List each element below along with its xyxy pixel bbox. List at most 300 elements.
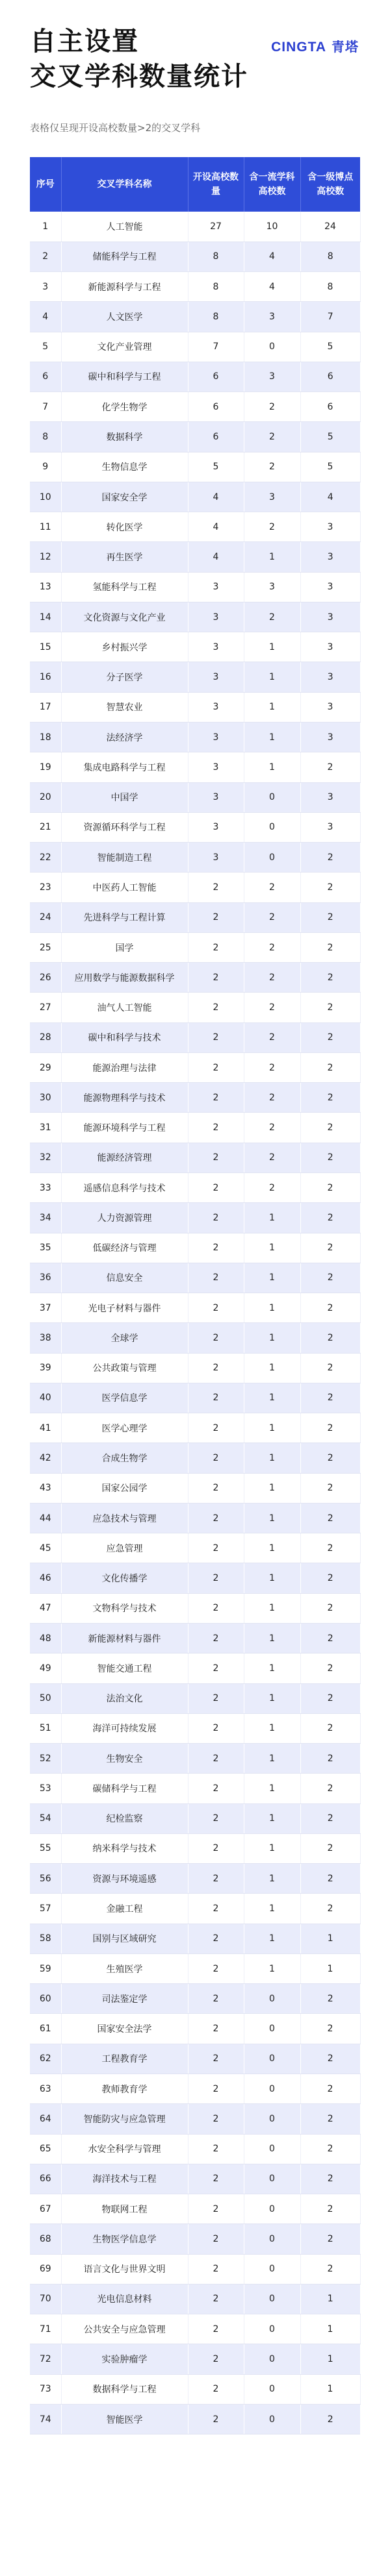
cell-index: 21 bbox=[30, 812, 61, 842]
cell-index: 68 bbox=[30, 2224, 61, 2254]
cell-school-count: 2 bbox=[188, 1953, 244, 1983]
cell-subject-name: 先进科学与工程计算 bbox=[61, 902, 188, 932]
cell-phd-count: 3 bbox=[300, 602, 360, 632]
cell-subject-name: 能源经济管理 bbox=[61, 1143, 188, 1172]
table-row bbox=[30, 602, 360, 632]
cell-subject-name: 教师教育学 bbox=[61, 2074, 188, 2103]
cell-subject-name: 生殖医学 bbox=[61, 1953, 188, 1983]
cell-index: 65 bbox=[30, 2134, 61, 2164]
table-row bbox=[30, 993, 360, 1022]
cell-index: 11 bbox=[30, 512, 61, 542]
table-row bbox=[30, 1233, 360, 1263]
cell-index: 17 bbox=[30, 692, 61, 722]
cell-first-class-count: 0 bbox=[244, 2344, 300, 2374]
cell-phd-count: 2 bbox=[300, 1083, 360, 1113]
cell-phd-count: 2 bbox=[300, 1623, 360, 1653]
table-row bbox=[30, 2044, 360, 2074]
cell-first-class-count: 2 bbox=[244, 873, 300, 902]
table-row bbox=[30, 2134, 360, 2164]
cell-subject-name: 水安全科学与管理 bbox=[61, 2134, 188, 2164]
cell-first-class-count: 1 bbox=[244, 1864, 300, 1894]
cell-first-class-count: 0 bbox=[244, 2194, 300, 2224]
cell-school-count: 3 bbox=[188, 662, 244, 692]
cell-subject-name: 国家公园学 bbox=[61, 1473, 188, 1503]
cell-subject-name: 化学生物学 bbox=[61, 392, 188, 422]
table-row bbox=[30, 1894, 360, 1924]
cell-subject-name: 碳中和科学与工程 bbox=[61, 362, 188, 391]
table-row bbox=[30, 1984, 360, 2014]
table-row bbox=[30, 332, 360, 362]
cell-index: 41 bbox=[30, 1413, 61, 1443]
cell-subject-name: 物联网工程 bbox=[61, 2194, 188, 2224]
cell-index: 28 bbox=[30, 1022, 61, 1052]
table-row bbox=[30, 1774, 360, 1803]
cell-index: 18 bbox=[30, 723, 61, 752]
cell-phd-count: 2 bbox=[300, 1533, 360, 1563]
cell-subject-name: 公共安全与应急管理 bbox=[61, 2314, 188, 2344]
cell-first-class-count: 2 bbox=[244, 1173, 300, 1203]
cell-phd-count: 24 bbox=[300, 212, 360, 242]
cell-phd-count: 8 bbox=[300, 242, 360, 271]
cell-phd-count: 2 bbox=[300, 1864, 360, 1894]
cell-first-class-count: 1 bbox=[244, 662, 300, 692]
cell-phd-count: 2 bbox=[300, 2164, 360, 2194]
cell-index: 73 bbox=[30, 2374, 61, 2404]
cell-index: 37 bbox=[30, 1293, 61, 1323]
cell-school-count: 2 bbox=[188, 1623, 244, 1653]
table-row bbox=[30, 782, 360, 812]
cell-subject-name: 国家安全法学 bbox=[61, 2014, 188, 2044]
cell-phd-count: 2 bbox=[300, 1894, 360, 1924]
cell-phd-count: 2 bbox=[300, 1744, 360, 1774]
table-row bbox=[30, 212, 360, 242]
cell-index: 8 bbox=[30, 422, 61, 452]
cell-phd-count: 2 bbox=[300, 2134, 360, 2164]
header-phd-count: 含一级博点高校数 bbox=[307, 172, 354, 197]
cell-index: 1 bbox=[30, 212, 61, 242]
cell-school-count: 2 bbox=[188, 1533, 244, 1563]
cell-index: 3 bbox=[30, 272, 61, 302]
cell-subject-name: 智能制造工程 bbox=[61, 843, 188, 873]
cell-first-class-count: 0 bbox=[244, 2374, 300, 2404]
cell-index: 49 bbox=[30, 1653, 61, 1683]
table-body bbox=[30, 212, 360, 2434]
cell-subject-name: 医学心理学 bbox=[61, 1413, 188, 1443]
cell-index: 66 bbox=[30, 2164, 61, 2194]
cell-school-count: 2 bbox=[188, 1894, 244, 1924]
cell-subject-name: 医学信息学 bbox=[61, 1383, 188, 1413]
cell-index: 10 bbox=[30, 482, 61, 512]
cell-school-count: 2 bbox=[188, 2194, 244, 2224]
cell-subject-name: 中医药人工智能 bbox=[61, 873, 188, 902]
cell-first-class-count: 4 bbox=[244, 242, 300, 271]
cell-phd-count: 2 bbox=[300, 2194, 360, 2224]
cell-index: 46 bbox=[30, 1563, 61, 1593]
cell-first-class-count: 1 bbox=[244, 1774, 300, 1803]
cell-index: 34 bbox=[30, 1203, 61, 1233]
cell-school-count: 2 bbox=[188, 2224, 244, 2254]
cell-school-count: 2 bbox=[188, 932, 244, 962]
cell-subject-name: 碳储科学与工程 bbox=[61, 1774, 188, 1803]
cell-school-count: 3 bbox=[188, 723, 244, 752]
cell-index: 51 bbox=[30, 1713, 61, 1743]
cell-index: 63 bbox=[30, 2074, 61, 2103]
cell-school-count: 2 bbox=[188, 1113, 244, 1143]
table-row bbox=[30, 2164, 360, 2194]
cell-phd-count: 1 bbox=[300, 2314, 360, 2344]
cell-first-class-count: 0 bbox=[244, 843, 300, 873]
cell-index: 54 bbox=[30, 1803, 61, 1833]
cell-phd-count: 2 bbox=[300, 1143, 360, 1172]
cell-index: 43 bbox=[30, 1473, 61, 1503]
table-row bbox=[30, 1083, 360, 1113]
table-row bbox=[30, 2284, 360, 2314]
table-row bbox=[30, 272, 360, 302]
header-school-count: 开设高校数量 bbox=[188, 157, 244, 212]
brand-name-cn: 青塔 bbox=[332, 39, 359, 55]
cell-index: 52 bbox=[30, 1744, 61, 1774]
cell-subject-name: 能源治理与法律 bbox=[61, 1052, 188, 1082]
cell-phd-count: 2 bbox=[300, 1323, 360, 1353]
cell-index: 9 bbox=[30, 452, 61, 482]
cell-phd-count: 3 bbox=[300, 692, 360, 722]
cell-school-count: 2 bbox=[188, 1473, 244, 1503]
table-row bbox=[30, 572, 360, 602]
cell-school-count: 2 bbox=[188, 2254, 244, 2284]
cell-school-count: 2 bbox=[188, 2284, 244, 2314]
table-row bbox=[30, 1443, 360, 1473]
cell-subject-name: 碳中和科学与技术 bbox=[61, 1022, 188, 1052]
cell-subject-name: 文化资源与文化产业 bbox=[61, 602, 188, 632]
cell-phd-count: 2 bbox=[300, 1803, 360, 1833]
cell-school-count: 2 bbox=[188, 1653, 244, 1683]
cell-first-class-count: 0 bbox=[244, 2284, 300, 2314]
cell-first-class-count: 0 bbox=[244, 2104, 300, 2134]
cell-first-class-count: 2 bbox=[244, 422, 300, 452]
cell-school-count: 2 bbox=[188, 1803, 244, 1833]
cell-phd-count: 1 bbox=[300, 1924, 360, 1953]
cell-school-count: 3 bbox=[188, 632, 244, 662]
cell-first-class-count: 1 bbox=[244, 1503, 300, 1533]
cell-phd-count: 1 bbox=[300, 1953, 360, 1983]
cell-first-class-count: 10 bbox=[244, 212, 300, 242]
cell-phd-count: 2 bbox=[300, 1353, 360, 1383]
cell-school-count: 3 bbox=[188, 572, 244, 602]
cell-phd-count: 2 bbox=[300, 873, 360, 902]
cell-first-class-count: 0 bbox=[244, 2314, 300, 2344]
cell-subject-name: 能源物理科学与技术 bbox=[61, 1083, 188, 1113]
cell-phd-count: 1 bbox=[300, 2284, 360, 2314]
cell-phd-count: 2 bbox=[300, 963, 360, 993]
cell-school-count: 6 bbox=[188, 392, 244, 422]
cell-subject-name: 油气人工智能 bbox=[61, 993, 188, 1022]
cell-first-class-count: 1 bbox=[244, 1533, 300, 1563]
cell-first-class-count: 2 bbox=[244, 1083, 300, 1113]
cell-first-class-count: 0 bbox=[244, 2074, 300, 2103]
cell-phd-count: 2 bbox=[300, 1653, 360, 1683]
table-row bbox=[30, 1864, 360, 1894]
table-row bbox=[30, 963, 360, 993]
cell-index: 60 bbox=[30, 1984, 61, 2014]
cell-phd-count: 8 bbox=[300, 272, 360, 302]
cell-index: 45 bbox=[30, 1533, 61, 1563]
cell-index: 48 bbox=[30, 1623, 61, 1653]
cell-first-class-count: 0 bbox=[244, 2014, 300, 2044]
cell-phd-count: 2 bbox=[300, 993, 360, 1022]
table-note: 表格仅呈现开设高校数量>2的交叉学科 bbox=[30, 122, 201, 134]
cell-index: 25 bbox=[30, 932, 61, 962]
table-row bbox=[30, 422, 360, 452]
cell-first-class-count: 1 bbox=[244, 1713, 300, 1743]
cell-first-class-count: 3 bbox=[244, 482, 300, 512]
table-row bbox=[30, 873, 360, 902]
cell-subject-name: 低碳经济与管理 bbox=[61, 1233, 188, 1263]
cell-subject-name: 生物信息学 bbox=[61, 452, 188, 482]
cell-first-class-count: 1 bbox=[244, 1563, 300, 1593]
cell-index: 7 bbox=[30, 392, 61, 422]
cell-subject-name: 海洋可持续发展 bbox=[61, 1713, 188, 1743]
cell-subject-name: 合成生物学 bbox=[61, 1443, 188, 1473]
cell-index: 20 bbox=[30, 782, 61, 812]
cell-phd-count: 3 bbox=[300, 723, 360, 752]
cell-first-class-count: 1 bbox=[244, 1383, 300, 1413]
cell-first-class-count: 0 bbox=[244, 332, 300, 362]
table-row bbox=[30, 1953, 360, 1983]
cell-first-class-count: 2 bbox=[244, 1052, 300, 1082]
cell-school-count: 2 bbox=[188, 963, 244, 993]
table-row bbox=[30, 2014, 360, 2044]
cell-subject-name: 应用数学与能源数据科学 bbox=[61, 963, 188, 993]
cell-phd-count: 2 bbox=[300, 932, 360, 962]
cell-subject-name: 文化传播学 bbox=[61, 1563, 188, 1593]
cell-first-class-count: 1 bbox=[244, 1263, 300, 1293]
cell-index: 14 bbox=[30, 602, 61, 632]
cell-school-count: 2 bbox=[188, 1143, 244, 1172]
table-row bbox=[30, 2314, 360, 2344]
cell-subject-name: 应急管理 bbox=[61, 1533, 188, 1563]
cell-first-class-count: 1 bbox=[244, 1803, 300, 1833]
table-row bbox=[30, 482, 360, 512]
table-row bbox=[30, 2074, 360, 2103]
cell-index: 5 bbox=[30, 332, 61, 362]
cell-first-class-count: 2 bbox=[244, 993, 300, 1022]
cell-school-count: 8 bbox=[188, 302, 244, 332]
page-title-line1: 自主设置 bbox=[30, 27, 139, 56]
brand-name-en: CINGTA bbox=[271, 40, 326, 55]
cell-first-class-count: 1 bbox=[244, 1473, 300, 1503]
table-row bbox=[30, 1503, 360, 1533]
cell-phd-count: 2 bbox=[300, 1593, 360, 1623]
cell-index: 42 bbox=[30, 1443, 61, 1473]
cell-subject-name: 实验肿瘤学 bbox=[61, 2344, 188, 2374]
cell-first-class-count: 0 bbox=[244, 2044, 300, 2074]
cell-index: 6 bbox=[30, 362, 61, 391]
cell-phd-count: 2 bbox=[300, 1683, 360, 1713]
cell-index: 69 bbox=[30, 2254, 61, 2284]
cell-index: 38 bbox=[30, 1323, 61, 1353]
cell-first-class-count: 1 bbox=[244, 1443, 300, 1473]
table-row bbox=[30, 843, 360, 873]
cell-subject-name: 光电子材料与器件 bbox=[61, 1293, 188, 1323]
header-first-class-count: 含一流学科高校数 bbox=[244, 157, 300, 212]
cell-first-class-count: 1 bbox=[244, 1233, 300, 1263]
table-row bbox=[30, 1563, 360, 1593]
cell-phd-count: 1 bbox=[300, 2344, 360, 2374]
cell-school-count: 3 bbox=[188, 843, 244, 873]
cell-school-count: 2 bbox=[188, 1833, 244, 1863]
cell-phd-count: 6 bbox=[300, 362, 360, 391]
cell-subject-name: 文化产业管理 bbox=[61, 332, 188, 362]
cell-subject-name: 法经济学 bbox=[61, 723, 188, 752]
cell-school-count: 3 bbox=[188, 782, 244, 812]
cell-school-count: 2 bbox=[188, 1173, 244, 1203]
cell-index: 15 bbox=[30, 632, 61, 662]
cell-first-class-count: 1 bbox=[244, 1953, 300, 1983]
cell-index: 4 bbox=[30, 302, 61, 332]
cell-school-count: 2 bbox=[188, 873, 244, 902]
cell-first-class-count: 1 bbox=[244, 692, 300, 722]
table-row bbox=[30, 692, 360, 722]
cell-subject-name: 语言文化与世界文明 bbox=[61, 2254, 188, 2284]
cell-index: 56 bbox=[30, 1864, 61, 1894]
cell-school-count: 2 bbox=[188, 1022, 244, 1052]
cell-first-class-count: 1 bbox=[244, 632, 300, 662]
cell-first-class-count: 2 bbox=[244, 902, 300, 932]
cell-school-count: 2 bbox=[188, 1353, 244, 1383]
cell-index: 13 bbox=[30, 572, 61, 602]
cell-phd-count: 2 bbox=[300, 752, 360, 782]
table-row bbox=[30, 1383, 360, 1413]
table-row bbox=[30, 1143, 360, 1172]
table-row bbox=[30, 632, 360, 662]
cell-school-count: 2 bbox=[188, 2014, 244, 2044]
cell-first-class-count: 2 bbox=[244, 963, 300, 993]
table-row bbox=[30, 1744, 360, 1774]
table-row bbox=[30, 512, 360, 542]
cell-school-count: 2 bbox=[188, 1263, 244, 1293]
cell-school-count: 3 bbox=[188, 602, 244, 632]
cell-phd-count: 2 bbox=[300, 843, 360, 873]
cell-first-class-count: 0 bbox=[244, 2134, 300, 2164]
cell-index: 31 bbox=[30, 1113, 61, 1143]
cell-index: 22 bbox=[30, 843, 61, 873]
cell-index: 70 bbox=[30, 2284, 61, 2314]
cell-index: 30 bbox=[30, 1083, 61, 1113]
cell-phd-count: 1 bbox=[300, 2374, 360, 2404]
stats-table bbox=[30, 157, 361, 2434]
cell-first-class-count: 1 bbox=[244, 1353, 300, 1383]
cell-index: 71 bbox=[30, 2314, 61, 2344]
cell-school-count: 2 bbox=[188, 2134, 244, 2164]
cell-phd-count: 5 bbox=[300, 422, 360, 452]
cell-subject-name: 智慧农业 bbox=[61, 692, 188, 722]
cell-index: 32 bbox=[30, 1143, 61, 1172]
cell-subject-name: 海洋技术与工程 bbox=[61, 2164, 188, 2194]
cell-subject-name: 集成电路科学与工程 bbox=[61, 752, 188, 782]
cell-school-count: 2 bbox=[188, 1593, 244, 1623]
cell-subject-name: 人文医学 bbox=[61, 302, 188, 332]
cell-index: 64 bbox=[30, 2104, 61, 2134]
cell-phd-count: 3 bbox=[300, 632, 360, 662]
cell-phd-count: 3 bbox=[300, 542, 360, 572]
header bbox=[0, 0, 390, 118]
cell-first-class-count: 1 bbox=[244, 1833, 300, 1863]
table-row bbox=[30, 2194, 360, 2224]
table-row bbox=[30, 1203, 360, 1233]
cell-subject-name: 新能源材料与器件 bbox=[61, 1623, 188, 1653]
cell-phd-count: 6 bbox=[300, 392, 360, 422]
table-row bbox=[30, 1533, 360, 1563]
cell-school-count: 8 bbox=[188, 242, 244, 271]
cell-subject-name: 分子医学 bbox=[61, 662, 188, 692]
cell-phd-count: 2 bbox=[300, 1774, 360, 1803]
cell-index: 47 bbox=[30, 1593, 61, 1623]
cell-first-class-count: 3 bbox=[244, 302, 300, 332]
cell-subject-name: 工程教育学 bbox=[61, 2044, 188, 2074]
table-row bbox=[30, 1833, 360, 1863]
cell-index: 74 bbox=[30, 2404, 61, 2434]
table-row bbox=[30, 1413, 360, 1443]
cell-school-count: 2 bbox=[188, 1503, 244, 1533]
cell-school-count: 2 bbox=[188, 2074, 244, 2103]
table-row bbox=[30, 1173, 360, 1203]
table-row bbox=[30, 723, 360, 752]
table-row bbox=[30, 2104, 360, 2134]
cell-first-class-count: 1 bbox=[244, 1924, 300, 1953]
cell-first-class-count: 2 bbox=[244, 1113, 300, 1143]
cell-phd-count: 2 bbox=[300, 1473, 360, 1503]
cell-phd-count: 2 bbox=[300, 1263, 360, 1293]
cell-index: 61 bbox=[30, 2014, 61, 2044]
cell-phd-count: 2 bbox=[300, 1443, 360, 1473]
cell-phd-count: 2 bbox=[300, 1052, 360, 1082]
table-row bbox=[30, 2254, 360, 2284]
page-title-line2: 交叉学科数量统计 bbox=[30, 62, 248, 92]
cell-school-count: 2 bbox=[188, 1984, 244, 2014]
cell-phd-count: 2 bbox=[300, 1173, 360, 1203]
cell-first-class-count: 0 bbox=[244, 2404, 300, 2434]
cell-subject-name: 资源循环科学与工程 bbox=[61, 812, 188, 842]
cell-school-count: 2 bbox=[188, 2044, 244, 2074]
cell-school-count: 2 bbox=[188, 1323, 244, 1353]
cell-index: 44 bbox=[30, 1503, 61, 1533]
cell-first-class-count: 1 bbox=[244, 1683, 300, 1713]
cell-index: 40 bbox=[30, 1383, 61, 1413]
cell-first-class-count: 3 bbox=[244, 362, 300, 391]
cell-school-count: 2 bbox=[188, 2104, 244, 2134]
cell-subject-name: 遥感信息科学与技术 bbox=[61, 1173, 188, 1203]
cell-subject-name: 乡村振兴学 bbox=[61, 632, 188, 662]
cell-subject-name: 公共政策与管理 bbox=[61, 1353, 188, 1383]
table-row bbox=[30, 812, 360, 842]
cell-school-count: 2 bbox=[188, 1683, 244, 1713]
cell-phd-count: 2 bbox=[300, 1563, 360, 1593]
cell-school-count: 2 bbox=[188, 1203, 244, 1233]
cell-index: 53 bbox=[30, 1774, 61, 1803]
cell-index: 23 bbox=[30, 873, 61, 902]
cell-first-class-count: 1 bbox=[244, 723, 300, 752]
cell-subject-name: 氢能科学与工程 bbox=[61, 572, 188, 602]
table-row bbox=[30, 542, 360, 572]
cell-first-class-count: 2 bbox=[244, 1022, 300, 1052]
cell-school-count: 4 bbox=[188, 482, 244, 512]
cell-phd-count: 2 bbox=[300, 1203, 360, 1233]
table-row bbox=[30, 1052, 360, 1082]
cell-subject-name: 信息安全 bbox=[61, 1263, 188, 1293]
cell-subject-name: 国学 bbox=[61, 932, 188, 962]
cell-index: 19 bbox=[30, 752, 61, 782]
cell-phd-count: 2 bbox=[300, 1833, 360, 1863]
